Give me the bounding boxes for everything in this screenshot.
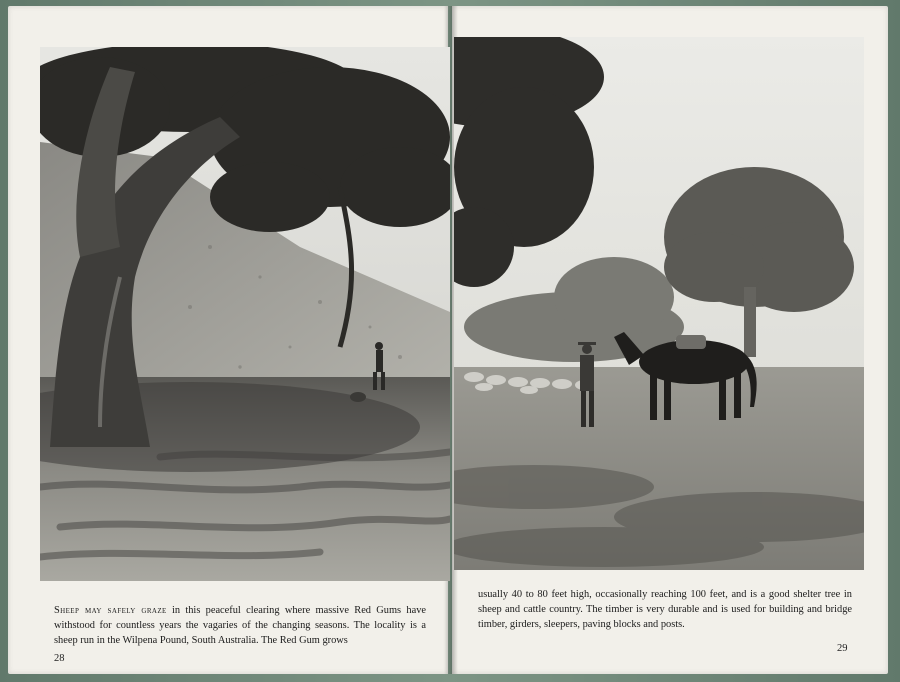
left-photograph — [40, 47, 450, 581]
page-number-left: 28 — [54, 653, 65, 664]
page-number-right: 29 — [837, 643, 848, 654]
caption-body: in this peaceful clearing where massive Red Gums have withstood for countless years the vagaries of the changing seasons. The locality is a sheep run in the Wilpena Pound, South Australia. The Red Gum grows — [54, 605, 426, 646]
right-caption: usually 40 to 80 feet high, occasionally reaching 100 feet, and is a good shelter tree in sheep and cattle country. The timber is very durable and is used for building and bridge timber, girders, sleepers, paving blocks and posts. — [478, 589, 852, 630]
caption-lead: Sheep may safely graze — [54, 605, 167, 616]
left-caption — [54, 603, 426, 648]
right-photograph — [454, 37, 864, 570]
